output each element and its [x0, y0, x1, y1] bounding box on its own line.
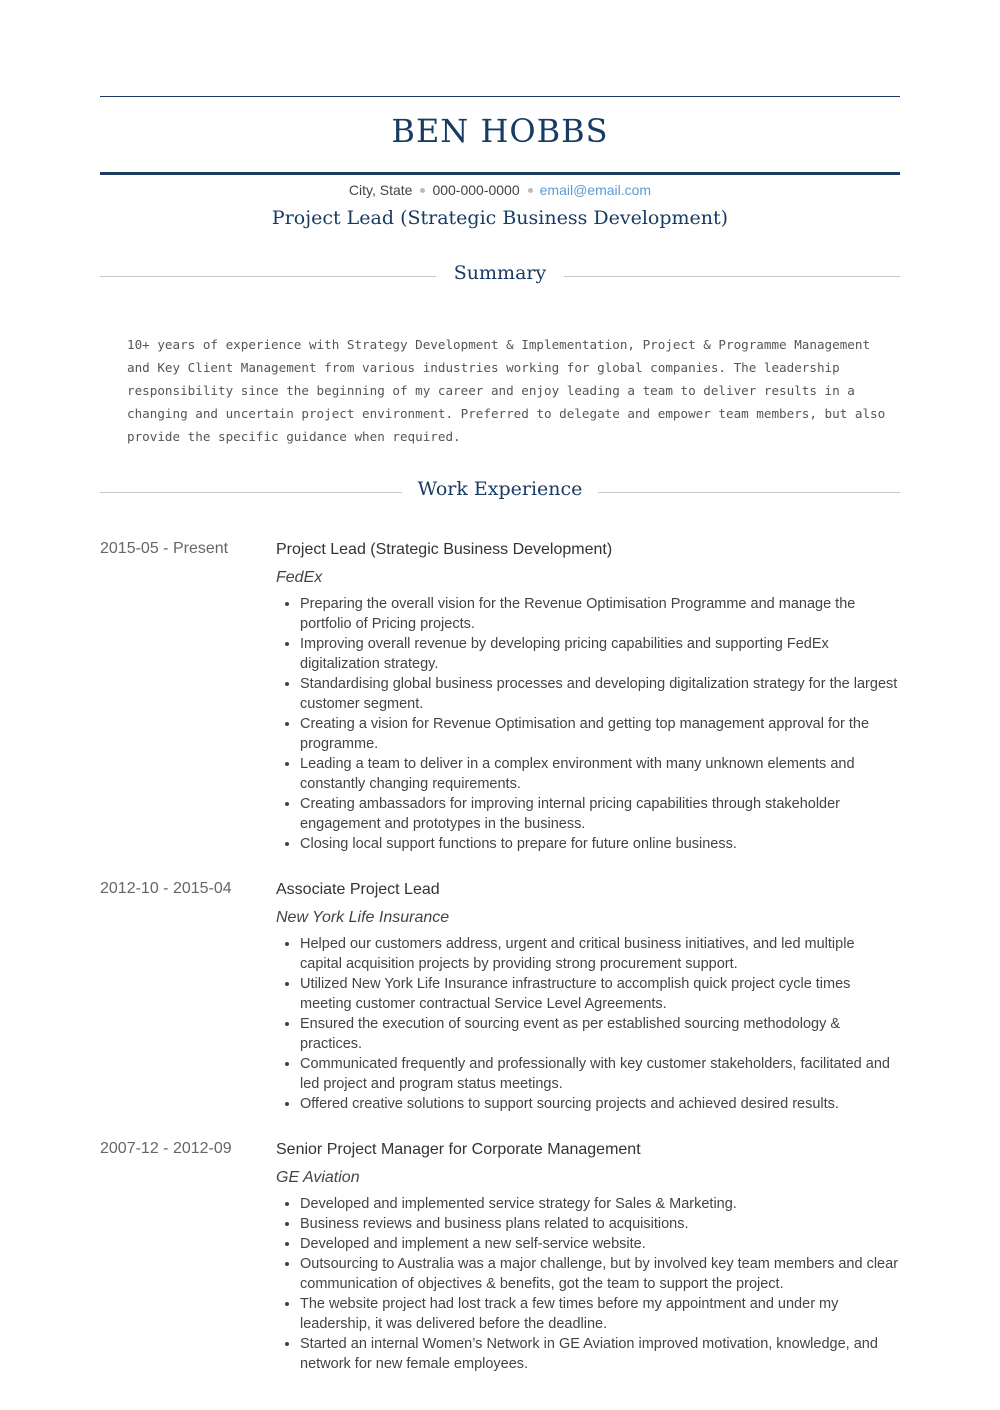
job-bullet: • Utilized New York Life Insurance infrastructure to accomplish quick project cycle times meeting customer contractual Service Level Agreements. [300, 974, 900, 1014]
job-bullet: • Creating a vision for Revenue Optimisation and getting top management approval for the programme. [300, 714, 900, 754]
job-bullet: • Communicated frequently and professionally with key customer stakeholders, facilitated and led project and program status meetings. [300, 1054, 900, 1094]
job-bullet: • Creating ambassadors for improving internal pricing capabilities through stakeholder engagement and prototypes in the business. [300, 794, 900, 834]
job-company: GE Aviation [276, 1169, 360, 1186]
job-title: Project Lead (Strategic Business Development) [276, 541, 613, 558]
summary-heading [100, 262, 900, 292]
job-bullet: • Ensured the execution of sourcing event as per established sourcing methodology & practices. [300, 1014, 900, 1054]
job-bullet-list [276, 1194, 900, 1374]
job-bullet-list [276, 934, 900, 1114]
candidate-name: BEN HOBBS [391, 112, 609, 150]
job-bullet: • Developed and implement a new self-service website. [300, 1234, 900, 1254]
job-bullet: • Business reviews and business plans related to acquisitions. [300, 1214, 900, 1234]
header-bottom-rule [100, 172, 900, 175]
job-bullet: • Offered creative solutions to support sourcing projects and achieved desired results. [300, 1094, 900, 1114]
contact-line [100, 182, 900, 198]
professional-headline: Project Lead (Strategic Business Development) [271, 207, 729, 229]
job-bullet: • Helped our customers address, urgent and critical business initiatives, and led multiple capital acquisition projects by providing strong procurement support. [300, 934, 900, 974]
job-company: FedEx [276, 569, 323, 586]
contact-location: City, State [348, 182, 413, 198]
job-bullet: • Preparing the overall vision for the Revenue Optimisation Programme and manage the portfolio of Pricing projects. [300, 594, 900, 634]
job-bullet: • Improving overall revenue by developing pricing capabilities and supporting FedEx digitalization strategy. [300, 634, 900, 674]
separator-dot [528, 188, 533, 193]
contact-phone: 000-000-0000 [432, 182, 520, 198]
job-dates: 2007-12 - 2012-09 [100, 1140, 232, 1157]
job-bullet: • Outsourcing to Australia was a major challenge, but by involved key team members and clear communication of objectives & benefits, got the team to support the project. [300, 1254, 900, 1294]
job-title: Senior Project Manager for Corporate Management [276, 1141, 641, 1158]
job-bullet: • Leading a team to deliver in a complex environment with many unknown elements and constantly changing requirements. [300, 754, 900, 794]
summary-title: Summary [438, 262, 562, 284]
job-bullet: • The website project had lost track a few times before my appointment and under my leadership, it was delivered before the deadline. [300, 1294, 900, 1334]
work-experience-title: Work Experience [402, 478, 599, 500]
contact-email-link[interactable]: email@email.com [539, 182, 652, 198]
job-dates: 2012-10 - 2015-04 [100, 880, 232, 897]
separator-dot [420, 188, 425, 193]
job-bullet: • Developed and implemented service strategy for Sales & Marketing. [300, 1194, 900, 1214]
work-experience-heading [100, 478, 900, 508]
job-bullet: • Started an internal Women’s Network in GE Aviation improved motivation, knowledge, and network for new female employees. [300, 1334, 900, 1374]
job-title: Associate Project Lead [276, 881, 440, 898]
job-bullet: • Closing local support functions to prepare for future online business. [300, 834, 900, 854]
header-top-rule [100, 96, 900, 97]
job-bullet: • Standardising global business processes and developing digitalization strategy for the largest customer segment. [300, 674, 900, 714]
job-dates: 2015-05 - Present [100, 540, 229, 557]
summary-text: 10+ years of experience with Strategy Development & Implementation, Project & Programme Management and Key Client Management from various industries working for global companies. The leadership responsibility since the beginning of my career and enjoy leading a team to deliver results in a changing and uncertain project environment. Preferred to delegate and empower team members, but also provide the specific guidance when required. [127, 337, 886, 444]
job-company: New York Life Insurance [276, 909, 450, 926]
job-bullet-list [276, 594, 900, 854]
